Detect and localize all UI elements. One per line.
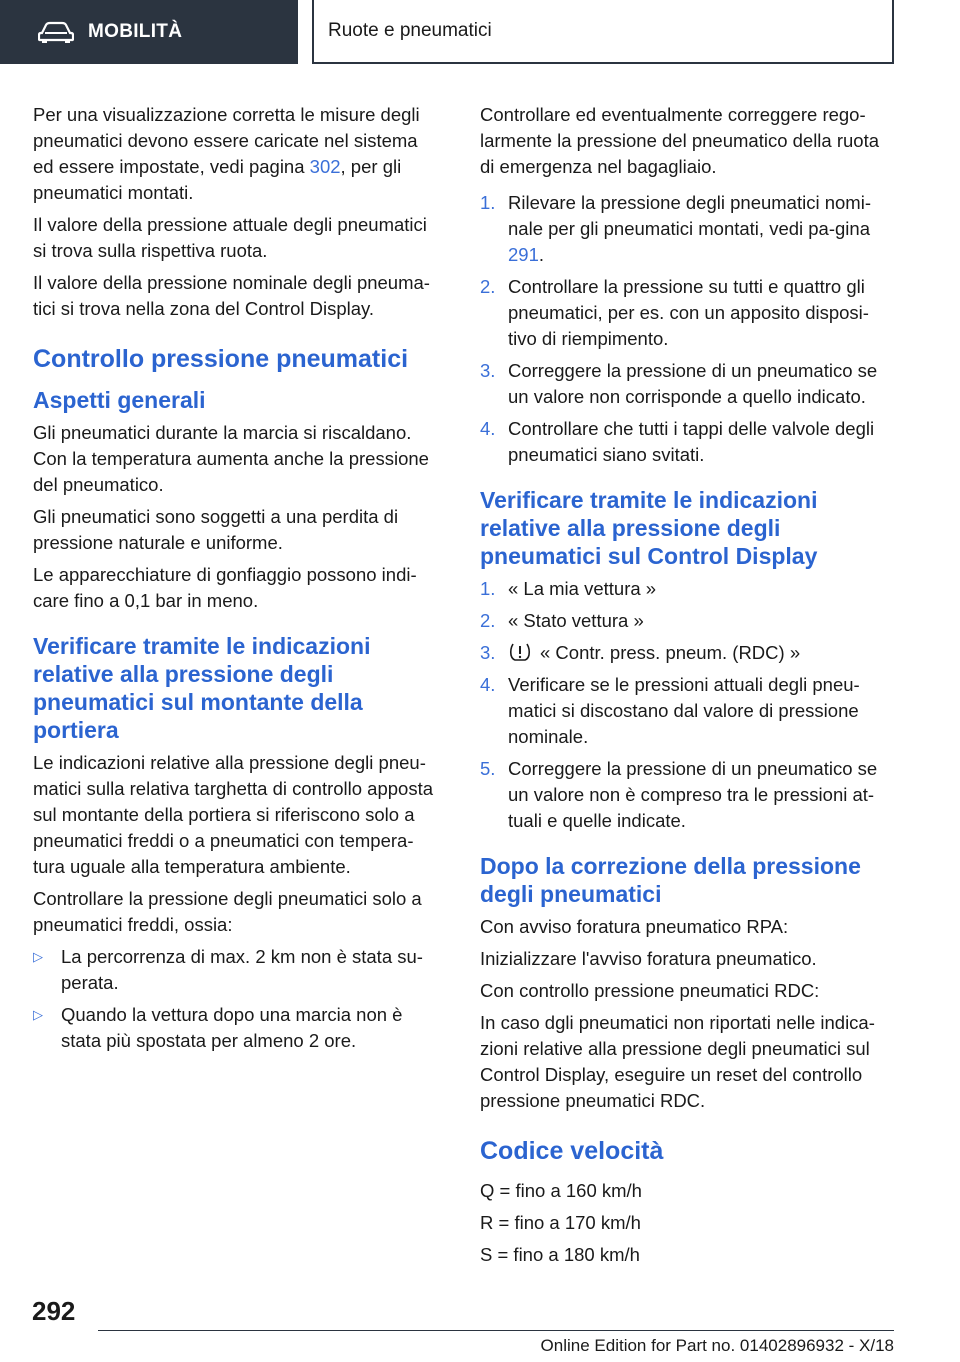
paragraph: Controllare la pressione degli pneumatici solo a pneumatici freddi, ossia: — [33, 888, 422, 935]
list-item-text: Controllare la pressione su tutti e quattro gli pneumatici, per es. con un apposito disposi-tivo di riempimento. — [508, 276, 869, 349]
heading-door-pillar-check: Verificare tramite le indicazioni relative alla pressione degli pneumatici sul montante della portiera — [33, 633, 371, 743]
footer-divider — [98, 1330, 894, 1331]
heading-after-correction: Dopo la correzione della pressione degli pneumatici — [480, 853, 861, 907]
numbered-list — [480, 190, 892, 468]
list-item — [480, 756, 892, 834]
heading-tire-pressure-control: Controllo pressione pneumatici — [33, 345, 409, 373]
tire-pressure-warning-icon — [508, 641, 532, 663]
step-number: 2. — [480, 276, 496, 297]
list-item — [480, 274, 892, 352]
section-label: MOBILITÀ — [88, 21, 183, 42]
numbered-list — [480, 576, 892, 834]
text: « Contr. press. pneum. (RDC) » — [540, 642, 801, 663]
page-link-291[interactable]: 291 — [508, 244, 539, 265]
paragraph — [33, 102, 443, 206]
page-number: 292 — [32, 1296, 76, 1326]
paragraph: Le indicazioni relative alla pressione degli pneu-matici sulla relativa targhetta di controllo apposta sul montante della portiera si riferiscono solo a pneumatici freddi o a pneumatici con tempera-tura uguale alla temperatura ambiente. — [33, 752, 434, 877]
left-column — [33, 102, 443, 1060]
paragraph: In caso dgli pneumatici non riportati nelle indica-zioni relative alla pressione degli pneumatici sul Control Display, eseguire un reset del controllo pressione pneumatici RDC. — [480, 1012, 875, 1111]
triangle-bullet-icon: ▷ — [33, 1007, 43, 1022]
list-item — [480, 608, 892, 634]
text: Per una visualizzazione corretta le misure degli pneumatici devono essere caricate nel sistema ed essere impostate, vedi pagina — [33, 104, 420, 177]
list-item-text: « Stato vettura » — [508, 610, 644, 631]
text: . — [538, 244, 545, 265]
footer-edition: Online Edition for Part no. 01402896932 - X/18 — [540, 1336, 894, 1355]
paragraph: Inizializzare l'avviso foratura pneumatico. — [480, 948, 817, 969]
paragraph: Controllare ed eventualmente correggere rego-larmente la pressione del pneumatico della ruota di emergenza nel bagagliaio. — [480, 104, 880, 177]
step-number: 3. — [480, 360, 496, 381]
step-number: 4. — [480, 418, 496, 439]
bullet-list — [33, 944, 443, 1054]
paragraph: Gli pneumatici sono soggetti a una perdita di pressione naturale e uniforme. — [33, 506, 399, 553]
step-number: 4. — [480, 674, 496, 695]
paragraph: Con controllo pressione pneumatici RDC: — [480, 980, 820, 1001]
step-number: 1. — [480, 192, 496, 213]
list-item-text: Correggere la pressione di un pneumatico se un valore non corrisponde a quello indicato. — [508, 360, 878, 407]
list-item — [480, 190, 892, 268]
paragraph: Gli pneumatici durante la marcia si riscaldano. Con la temperatura aumenta anche la pressione del pneumatico. — [33, 422, 429, 495]
car-icon — [38, 21, 74, 43]
page-link-302[interactable]: 302 — [309, 156, 341, 177]
triangle-bullet-icon: ▷ — [33, 949, 43, 964]
speed-code-line: R = fino a 170 km/h — [480, 1212, 641, 1233]
list-item-text: La percorrenza di max. 2 km non è stata su-perata. — [61, 946, 423, 993]
text: , per gli pneumatici montati. — [33, 156, 402, 203]
heading-general-aspects: Aspetti generali — [33, 387, 206, 413]
heading-speed-code: Codice velocità — [480, 1137, 664, 1165]
list-item — [33, 944, 443, 996]
list-item-text: Correggere la pressione di un pneumatico se un valore non è compreso tra le pressioni at-tuali e quelle indicate. — [508, 758, 878, 831]
chapter-header — [312, 0, 894, 64]
step-number: 1. — [480, 578, 496, 599]
list-item — [480, 358, 892, 410]
speed-code-line: Q = fino a 160 km/h — [480, 1180, 642, 1201]
step-number: 3. — [480, 642, 496, 663]
chapter-title: Ruote e pneumatici — [328, 20, 492, 41]
text: Rilevare la pressione degli pneumatici nomi-nale per gli pneumatici montati, vedi pa-gina — [508, 192, 871, 239]
paragraph: Il valore della pressione attuale degli pneumatici si trova sulla rispettiva ruota. — [33, 214, 427, 261]
step-number: 5. — [480, 758, 496, 779]
list-item — [33, 1002, 443, 1054]
list-item — [480, 576, 892, 602]
heading-control-display-check: Verificare tramite le indicazioni relative alla pressione degli pneumatici sul Control Display — [480, 487, 818, 569]
list-item-text — [508, 640, 800, 666]
right-column — [480, 102, 892, 1274]
list-item-text: Verificare se le pressioni attuali degli pneu-matici si discostano dal valore di pressione nominale. — [508, 674, 860, 747]
list-item — [480, 640, 892, 666]
list-item-text: Quando la vettura dopo una marcia non è stata più spostata per almeno 2 ore. — [61, 1004, 403, 1051]
section-tab[interactable] — [0, 0, 298, 64]
paragraph: Le apparecchiature di gonfiaggio possono indi-care fino a 0,1 bar in meno. — [33, 564, 417, 611]
list-item-text: « La mia vettura » — [508, 578, 657, 599]
step-number: 2. — [480, 610, 496, 631]
list-item — [480, 672, 892, 750]
paragraph: Con avviso foratura pneumatico RPA: — [480, 916, 789, 937]
speed-code-line: S = fino a 180 km/h — [480, 1244, 640, 1265]
list-item — [480, 416, 892, 468]
list-item-text — [508, 190, 892, 268]
list-item-text: Controllare che tutti i tappi delle valvole degli pneumatici siano svitati. — [508, 418, 875, 465]
paragraph: Il valore della pressione nominale degli pneuma-tici si trova nella zona del Control Display. — [33, 272, 430, 319]
